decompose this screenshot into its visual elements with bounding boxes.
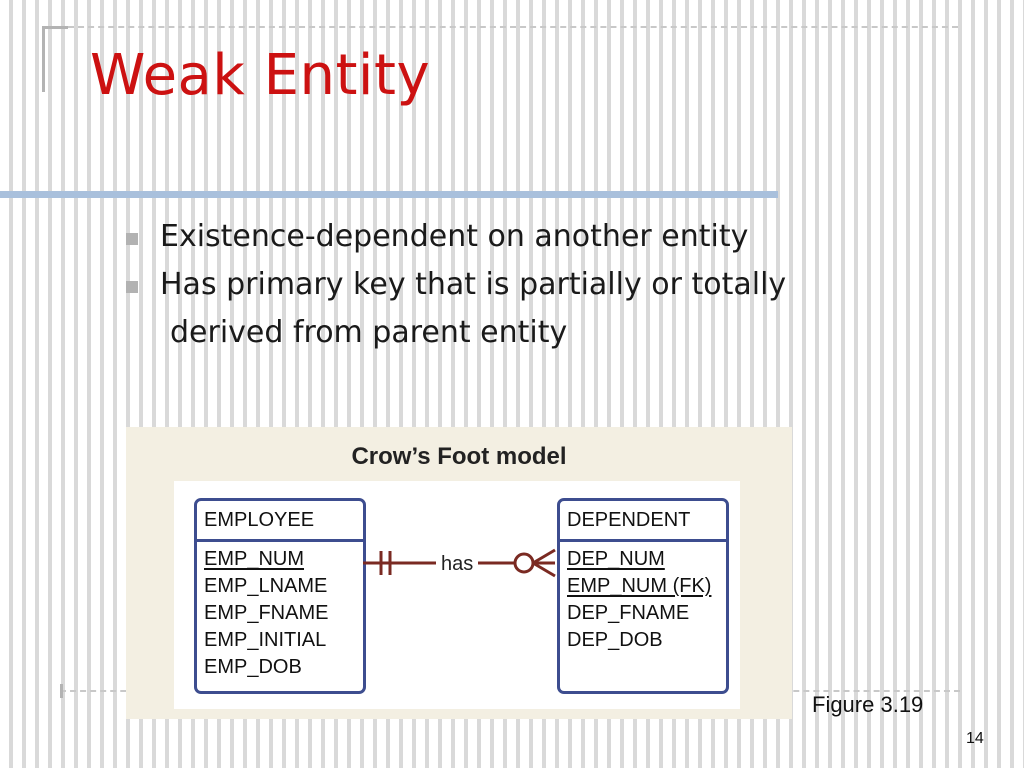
entity-attribute: DEP_DOB xyxy=(567,629,663,651)
figure-caption: Figure 3.19 xyxy=(812,692,924,717)
entity-attribute: EMP_NUM (FK) xyxy=(567,575,712,597)
entity-attribute: DEP_NUM xyxy=(567,548,665,570)
crows-foot-upper xyxy=(533,550,555,563)
entity-name: EMPLOYEE xyxy=(197,501,363,542)
entity-attribute: EMP_LNAME xyxy=(204,575,328,597)
slide-title: Weak Entity xyxy=(90,43,431,108)
entity-attribute: EMP_NUM xyxy=(204,548,305,570)
bullet-text: Has primary key that is partially or totally xyxy=(160,267,787,302)
slide-number: 14 xyxy=(966,730,984,747)
bullet-continuation: derived from parent entity xyxy=(170,315,568,350)
entity-attribute: EMP_FNAME xyxy=(204,602,329,624)
entity-attribute: EMP_INITIAL xyxy=(204,629,327,651)
figure-title: Crow’s Foot model xyxy=(351,443,567,470)
bullet-text: Existence-dependent on another entity xyxy=(160,219,749,254)
optional-circle xyxy=(515,554,533,572)
entity-attribute: EMP_DOB xyxy=(204,656,302,678)
entity-name: DEPENDENT xyxy=(560,501,726,542)
entity-attribute: DEP_FNAME xyxy=(567,602,690,624)
relationship-label: has xyxy=(441,553,474,575)
crows-foot-lower xyxy=(533,563,555,576)
